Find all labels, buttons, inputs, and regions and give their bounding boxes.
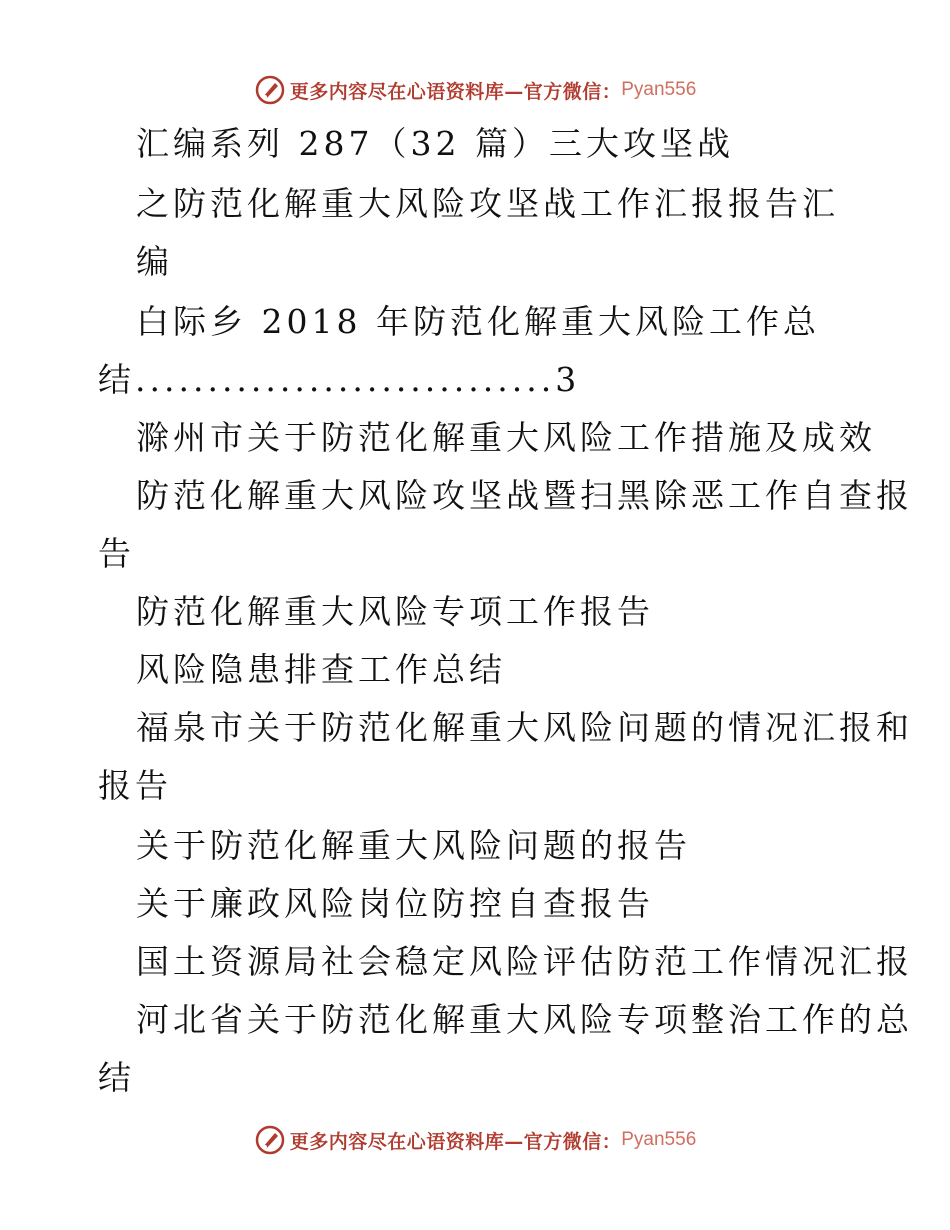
toc-line: 关于廉政风险岗位防控自查报告 <box>136 884 654 923</box>
toc-line: 汇编系列 287（32 篇）三大攻坚战 <box>136 124 734 163</box>
pen-logo-icon <box>254 1124 286 1156</box>
footer-banner <box>0 1120 950 1160</box>
toc-line: 关于防范化解重大风险问题的报告 <box>136 826 691 865</box>
toc-line: 风险隐患排查工作总结 <box>136 650 506 689</box>
toc-line: 防范化解重大风险攻坚战暨扫黑除恶工作自查报 <box>136 476 913 515</box>
banner-brand: Pyan556 <box>621 1129 697 1150</box>
toc-line: 结.............................3 <box>98 360 581 399</box>
banner-text: 更多内容尽在心语资料库—官方微信： <box>289 80 622 103</box>
toc-line: 防范化解重大风险专项工作报告 <box>136 592 654 631</box>
toc-line: 国土资源局社会稳定风险评估防范工作情况汇报 <box>136 942 913 981</box>
banner-text: 更多内容尽在心语资料库—官方微信： <box>289 1130 622 1153</box>
toc-line: 滁州市关于防范化解重大风险工作措施及成效 <box>136 418 876 457</box>
toc-line: 结 <box>98 1058 135 1097</box>
toc-line: 告 <box>98 534 135 573</box>
header-banner <box>0 70 950 110</box>
toc-line: 编 <box>136 242 173 281</box>
banner-brand: Pyan556 <box>621 79 697 100</box>
toc-line: 河北省关于防范化解重大风险专项整治工作的总 <box>136 1000 913 1039</box>
pen-logo-icon <box>254 74 286 106</box>
toc-line: 报告 <box>98 766 172 805</box>
toc-line: 白际乡 2018 年防范化解重大风险工作总 <box>136 302 820 341</box>
toc-line: 之防范化解重大风险攻坚战工作汇报报告汇 <box>136 184 839 223</box>
toc-line: 福泉市关于防范化解重大风险问题的情况汇报和 <box>136 708 913 747</box>
